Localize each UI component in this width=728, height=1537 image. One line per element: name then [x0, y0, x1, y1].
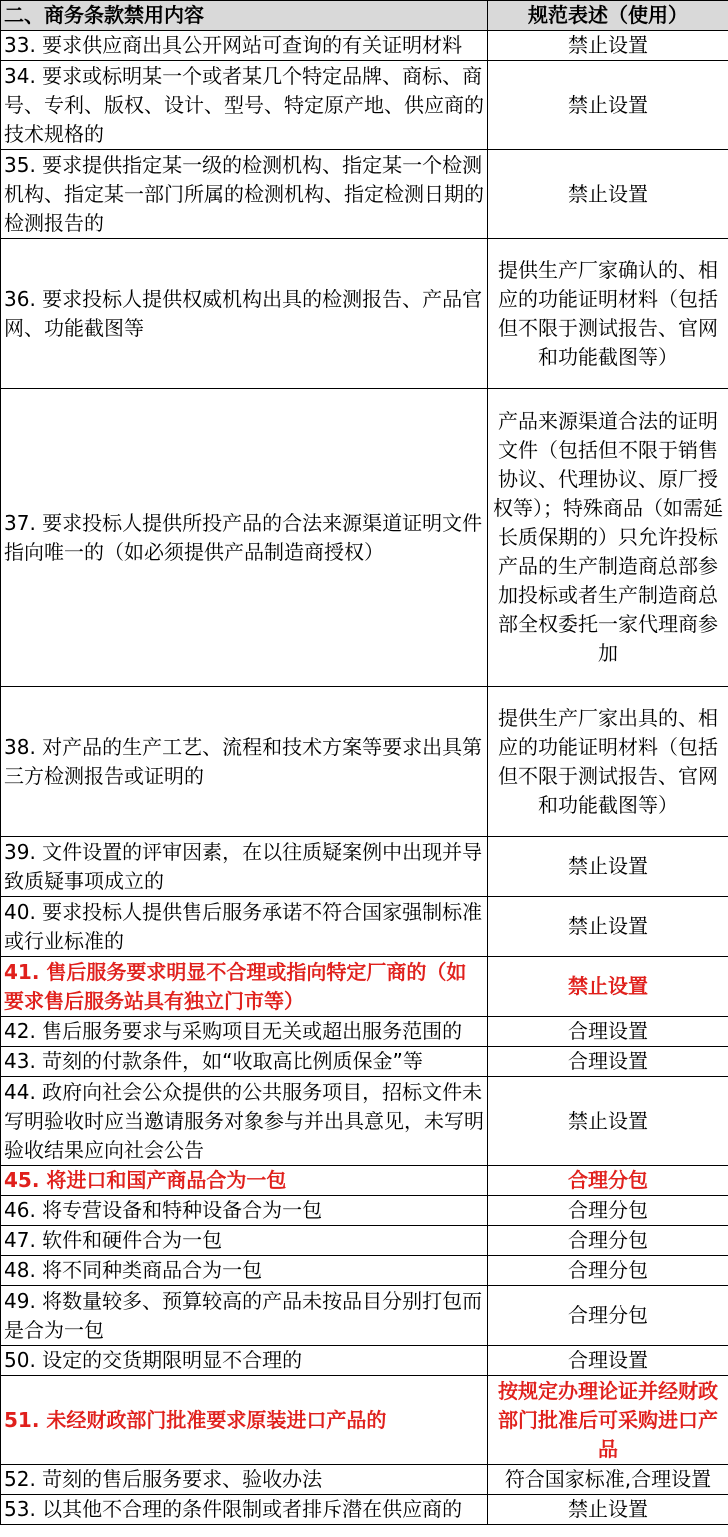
table-header-row — [1, 1, 728, 31]
header-prohibited-content: 二、商务条款禁用内容 — [1, 1, 488, 31]
row-item: 36. 要求投标人提供权威机构出具的检测报告、产品官网、功能截图等 — [1, 239, 488, 389]
row-item: 42. 售后服务要求与采购项目无关或超出服务范围的 — [1, 1017, 488, 1047]
table-row — [1, 1196, 728, 1226]
row-usage: 禁止设置 — [488, 897, 728, 957]
table-row — [1, 239, 728, 389]
row-usage: 合理分包 — [488, 1166, 728, 1196]
table-row — [1, 1226, 728, 1256]
table-row-highlighted — [1, 1376, 728, 1465]
table-row — [1, 897, 728, 957]
row-usage: 合理分包 — [488, 1226, 728, 1256]
table-row — [1, 31, 728, 61]
row-usage: 禁止设置 — [488, 1077, 728, 1166]
row-item: 47. 软件和硬件合为一包 — [1, 1226, 488, 1256]
row-item: 51. 未经财政部门批准要求原装进口产品的 — [1, 1376, 488, 1465]
table-row-highlighted — [1, 1166, 728, 1196]
table-row — [1, 1077, 728, 1166]
row-usage: 合理分包 — [488, 1286, 728, 1346]
row-usage: 合理设置 — [488, 1346, 728, 1376]
row-item: 50. 设定的交货期限明显不合理的 — [1, 1346, 488, 1376]
table-row — [1, 389, 728, 687]
row-usage: 禁止设置 — [488, 837, 728, 897]
row-usage: 产品来源渠道合法的证明文件（包括但不限于销售协议、代理协议、原厂授权等）；特殊商品（如需延长质保期的）只允许投标产品的生产制造商总部参加投标或者生产制造商总部全权委托一家代理商参加 — [488, 389, 728, 687]
table-row — [1, 1465, 728, 1495]
row-usage: 提供生产厂家确认的、相应的功能证明材料（包括但不限于测试报告、官网和功能截图等） — [488, 239, 728, 389]
row-usage: 合理分包 — [488, 1196, 728, 1226]
row-usage: 禁止设置 — [488, 31, 728, 61]
row-item: 49. 将数量较多、预算较高的产品未按品目分别打包而是合为一包 — [1, 1286, 488, 1346]
row-item: 35. 要求提供指定某一级的检测机构、指定某一个检测机构、指定某一部门所属的检测机构、指定检测日期的检测报告的 — [1, 150, 488, 239]
table-row — [1, 1346, 728, 1376]
table-row — [1, 1017, 728, 1047]
row-item: 34. 要求或标明某一个或者某几个特定品牌、商标、商号、专利、版权、设计、型号、特定原产地、供应商的技术规格的 — [1, 61, 488, 150]
row-usage: 合理分包 — [488, 1256, 728, 1286]
row-item: 33. 要求供应商出具公开网站可查询的有关证明材料 — [1, 31, 488, 61]
row-item: 52. 苛刻的售后服务要求、验收办法 — [1, 1465, 488, 1495]
row-item: 37. 要求投标人提供所投产品的合法来源渠道证明文件指向唯一的（如必须提供产品制造商授权） — [1, 389, 488, 687]
row-item: 40. 要求投标人提供售后服务承诺不符合国家强制标准或行业标准的 — [1, 897, 488, 957]
row-item: 48. 将不同种类商品合为一包 — [1, 1256, 488, 1286]
table-row — [1, 1047, 728, 1077]
row-usage: 禁止设置 — [488, 957, 728, 1017]
row-usage: 提供生产厂家出具的、相应的功能证明材料（包括但不限于测试报告、官网和功能截图等） — [488, 687, 728, 837]
row-usage: 禁止设置 — [488, 1495, 728, 1525]
row-usage: 按规定办理论证并经财政部门批准后可采购进口产品 — [488, 1376, 728, 1465]
table-row — [1, 150, 728, 239]
row-item: 46. 将专营设备和特种设备合为一包 — [1, 1196, 488, 1226]
row-item: 39. 文件设置的评审因素，在以往质疑案例中出现并导致质疑事项成立的 — [1, 837, 488, 897]
row-usage: 禁止设置 — [488, 150, 728, 239]
row-item: 45. 将进口和国产商品合为一包 — [1, 1166, 488, 1196]
table-row — [1, 687, 728, 837]
row-item: 44. 政府向社会公众提供的公共服务项目，招标文件未写明验收时应当邀请服务对象参与并出具意见，未写明验收结果应向社会公告 — [1, 1077, 488, 1166]
row-item: 38. 对产品的生产工艺、流程和技术方案等要求出具第三方检测报告或证明的 — [1, 687, 488, 837]
table-row — [1, 837, 728, 897]
row-item: 41. 售后服务要求明显不合理或指向特定厂商的（如要求售后服务站具有独立门市等） — [1, 957, 488, 1017]
row-usage: 合理设置 — [488, 1047, 728, 1077]
table-row — [1, 1495, 728, 1525]
table-row — [1, 61, 728, 150]
row-item: 43. 苛刻的付款条件，如“收取高比例质保金”等 — [1, 1047, 488, 1077]
row-usage: 禁止设置 — [488, 61, 728, 150]
row-usage: 符合国家标准,合理设置 — [488, 1465, 728, 1495]
table-row — [1, 1286, 728, 1346]
row-usage: 合理设置 — [488, 1017, 728, 1047]
header-standard-usage: 规范表述（使用） — [488, 1, 728, 31]
row-item: 53. 以其他不合理的条件限制或者排斥潜在供应商的 — [1, 1495, 488, 1525]
table-row — [1, 1256, 728, 1286]
table-row-highlighted — [1, 957, 728, 1017]
